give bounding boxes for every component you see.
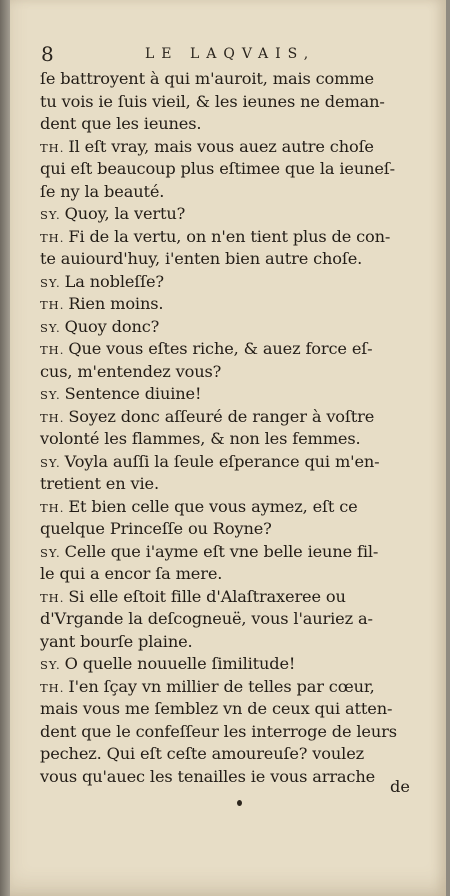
page-number: 8 [41, 42, 54, 66]
speaker-label: SY. [40, 208, 61, 222]
line-text: Sentence diuine! [64, 384, 202, 403]
text-line [40, 586, 434, 609]
text-line [40, 721, 434, 744]
text-line [40, 181, 434, 204]
text-line [40, 293, 434, 316]
speaker-label: TH. [40, 230, 65, 245]
text-line [40, 608, 434, 631]
text-line [40, 361, 434, 384]
text-line [40, 158, 434, 181]
line-text: tretient en vie. [40, 474, 159, 493]
line-text: d'Vrgande la deſcogneuë, vous l'auriez a- [40, 609, 373, 628]
text-line [40, 766, 434, 789]
speaker-label: TH. [40, 140, 65, 155]
line-text: I'en ſçay vn millier de telles par cœur, [68, 676, 375, 696]
text-line [40, 203, 434, 226]
text-line [40, 473, 434, 496]
line-text: cus, m'entendez vous? [40, 361, 222, 381]
line-text: Soyez donc aſſeuré de ranger à voſtre [68, 406, 375, 426]
speaker-label: TH. [40, 500, 65, 515]
text-line [40, 496, 434, 519]
line-text: dent que le confeſſeur les interroge de leurs [40, 721, 397, 741]
text-line [40, 676, 434, 699]
text-line [40, 113, 434, 136]
line-text: dent que les ieunes. [40, 114, 202, 133]
line-text: te auiourd'huy, i'enten bien autre choſe. [40, 249, 363, 268]
line-text: Fi de la vertu, on n'en tient plus de con- [68, 226, 391, 246]
speaker-label: TH. [40, 298, 65, 312]
text-line [40, 383, 434, 406]
line-text: yant bourſe plaine. [40, 631, 193, 651]
text-line [40, 698, 434, 721]
text-line [40, 406, 434, 429]
line-text: O quelle nouuelle ſimilitude! [64, 654, 296, 673]
speaker-label: TH. [40, 410, 65, 425]
text-line [40, 316, 434, 339]
line-text: Celle que i'ayme eſt vne belle ieune fil- [64, 541, 379, 561]
speaker-label: TH. [40, 680, 65, 695]
line-text: qui eſt beaucoup plus eſtimee que la ieuneſ- [40, 159, 395, 178]
line-text: Si elle eſtoit fille d'Alaſtraxeree ou [68, 586, 346, 606]
line-text: ſe ny la beauté. [40, 181, 165, 201]
text-line [40, 248, 434, 271]
text-line [40, 541, 434, 564]
speaker-label: SY. [40, 275, 61, 290]
line-text: volonté les flammes, & non les femmes. [40, 429, 361, 448]
text-line [40, 338, 434, 361]
text-line [40, 743, 434, 766]
text-line [40, 563, 434, 586]
line-text: La nobleſſe? [64, 271, 164, 291]
line-text: pechez. Qui eſt ceſte amoureuſe? voulez [40, 744, 365, 763]
line-text: Rien moins. [68, 294, 164, 313]
speaker-label: TH. [40, 343, 65, 357]
text-line [40, 631, 434, 654]
book-page [10, 0, 446, 896]
speaker-label: SY. [40, 320, 61, 335]
speaker-label: SY. [40, 658, 61, 672]
text-block [40, 68, 434, 788]
catchword: de [390, 777, 410, 796]
text-line [40, 91, 434, 114]
running-title: LE LAQVAIS, [145, 46, 316, 62]
line-text: tu vois ie ſuis vieil, & les ieunes ne deman- [40, 91, 385, 111]
text-line [40, 271, 434, 294]
speaker-label: SY. [40, 388, 61, 402]
line-text: quelque Princeſſe ou Royne? [40, 519, 272, 538]
line-text: Quoy, la vertu? [64, 204, 186, 223]
text-line [40, 136, 434, 159]
speaker-label: SY. [40, 455, 61, 470]
ink-speck [237, 800, 242, 806]
speaker-label: SY. [40, 545, 61, 560]
text-line [40, 653, 434, 676]
text-line [40, 518, 434, 541]
line-text: Il eſt vray, mais vous auez autre choſe [68, 136, 374, 156]
text-line [40, 226, 434, 249]
line-text: Que vous eſtes riche, & auez force eſ- [68, 339, 373, 358]
line-text: ſe battroyent à qui m'auroit, mais comme [40, 69, 374, 88]
line-text: le qui a encor ſa mere. [40, 564, 223, 583]
text-line [40, 68, 434, 91]
line-text: Et bien celle que vous aymez, eſt ce [68, 496, 358, 516]
page-header [10, 42, 446, 66]
line-text: Quoy donc? [64, 316, 160, 336]
line-text: vous qu'auec les tenailles ie vous arrache [40, 766, 376, 786]
text-line [40, 451, 434, 474]
line-text: mais vous me ſemblez vn de ceux qui atten- [40, 699, 393, 718]
speaker-label: TH. [40, 590, 65, 605]
text-line [40, 428, 434, 451]
line-text: Voyla auſſi la ſeule eſperance qui m'en- [64, 451, 380, 471]
book-gutter [0, 0, 10, 896]
